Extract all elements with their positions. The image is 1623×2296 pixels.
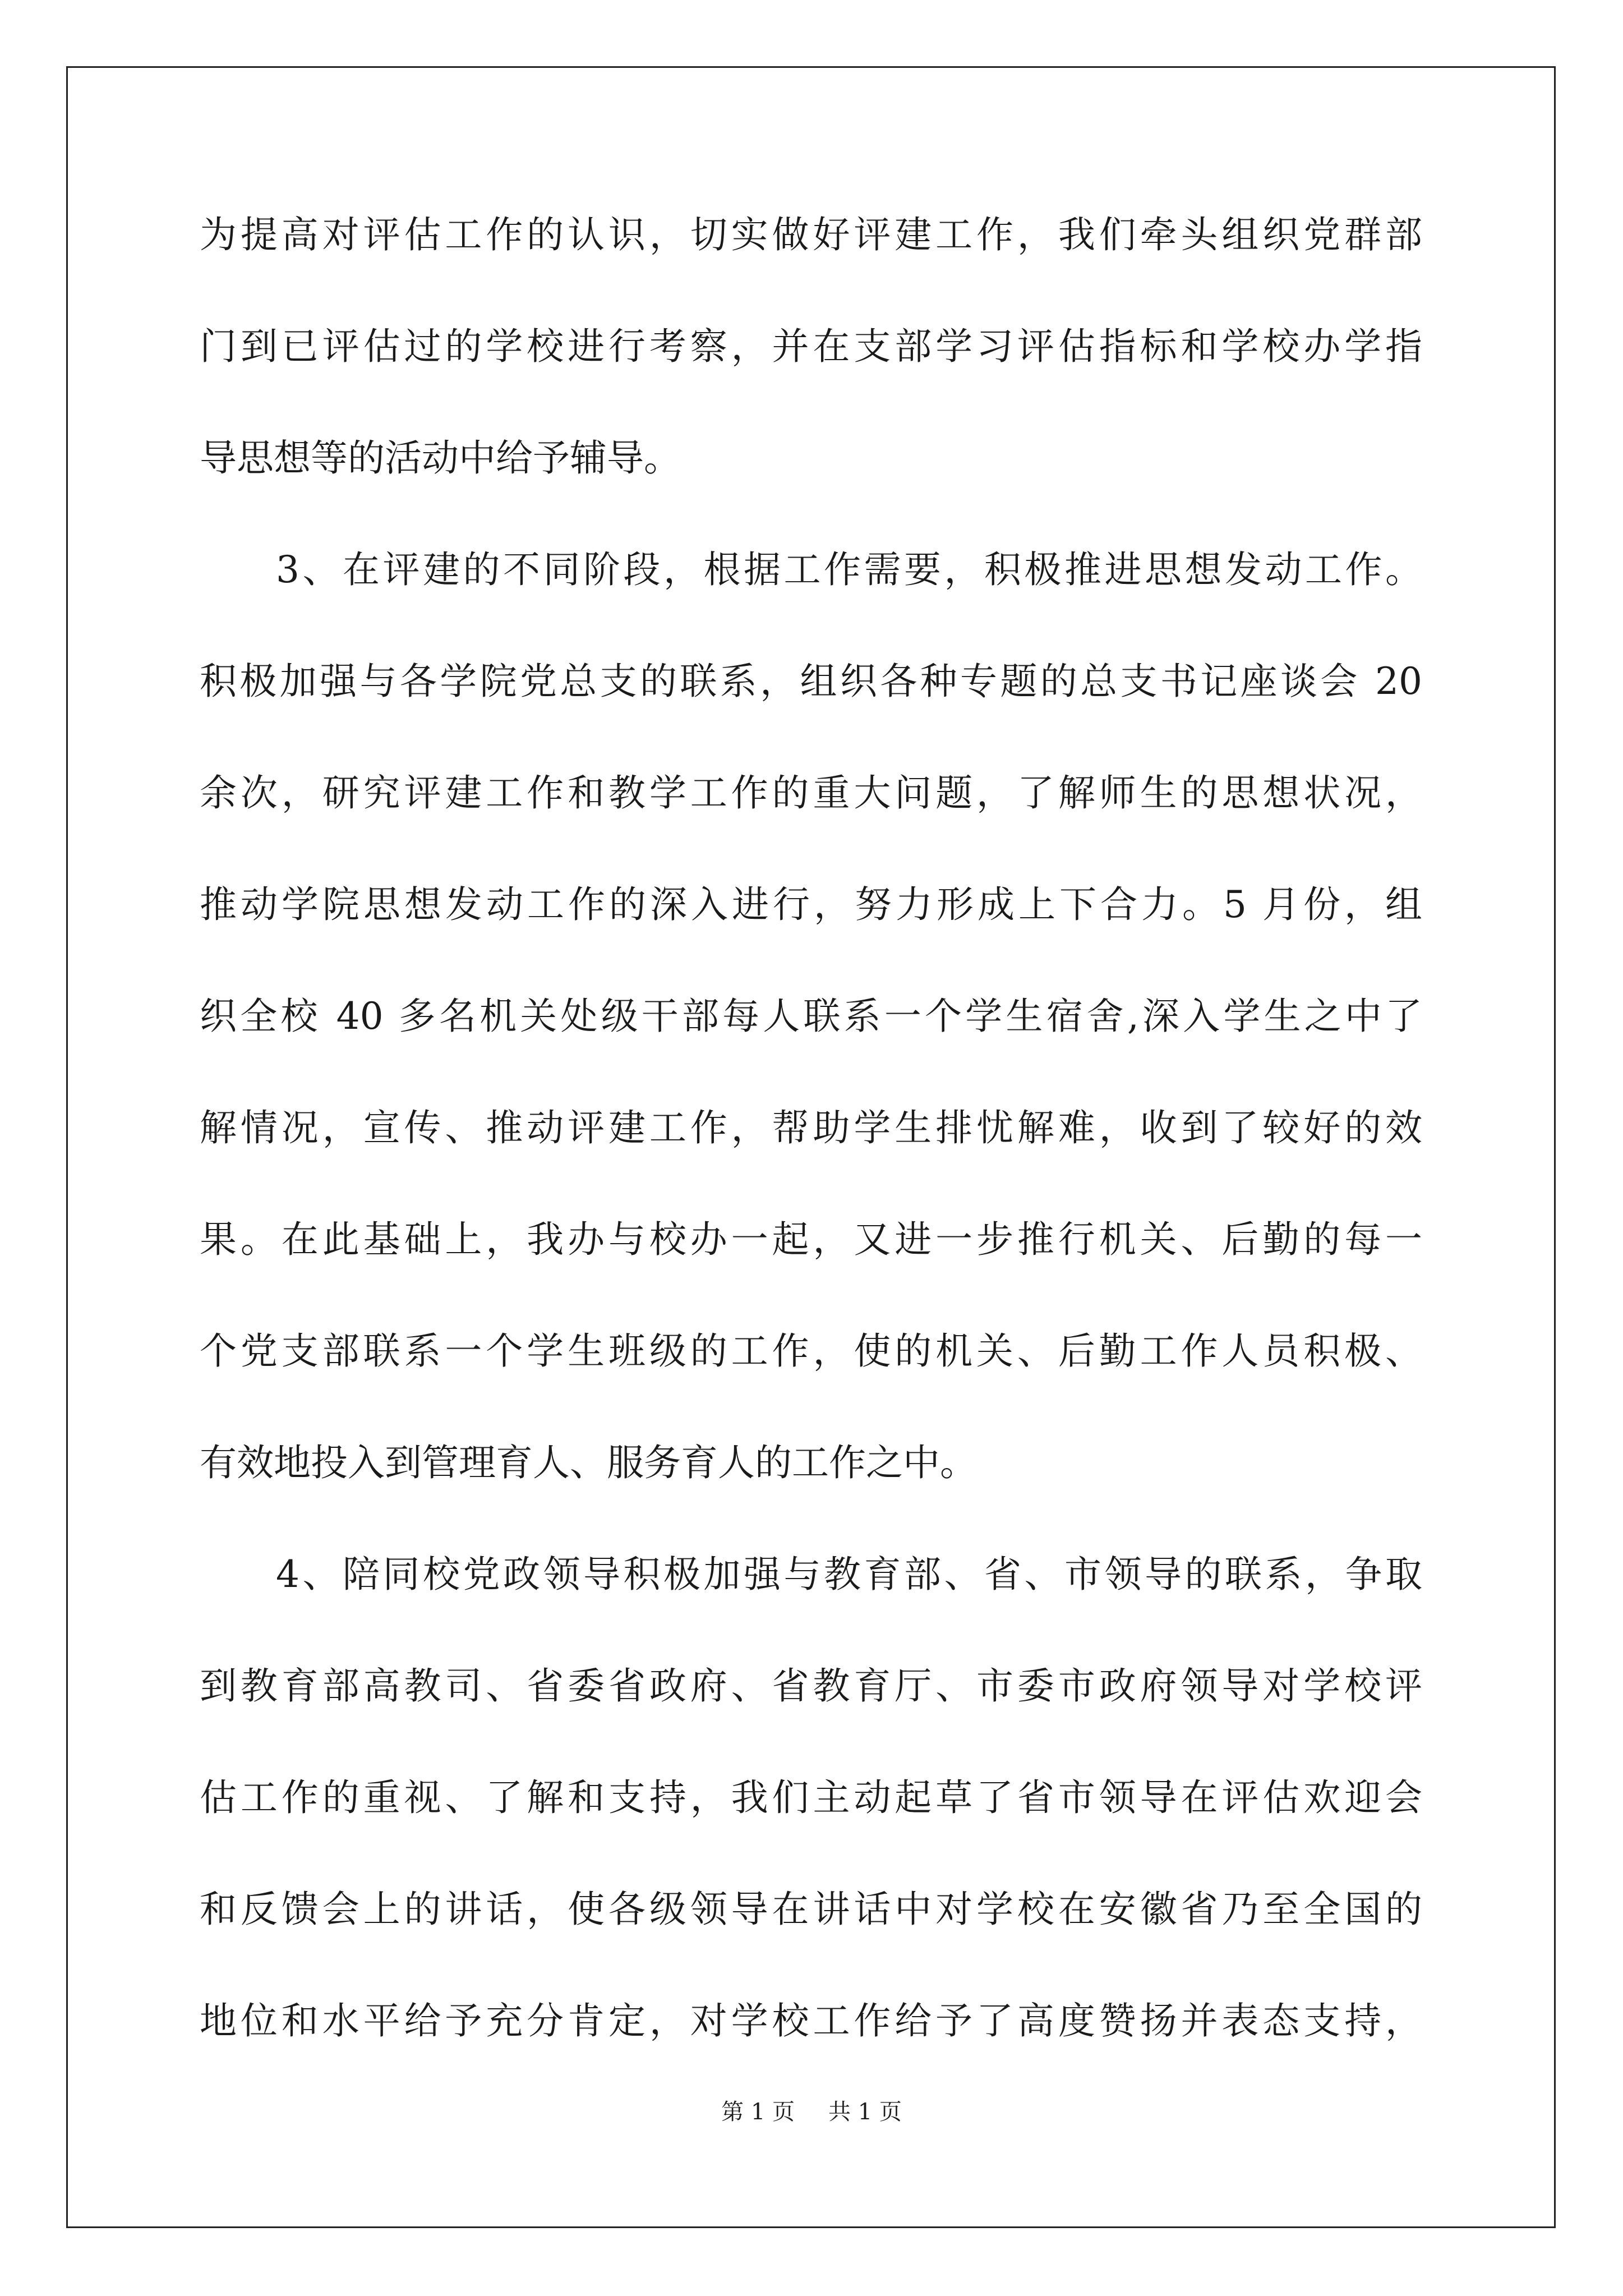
paragraph-line: 余次，研究评建工作和教学工作的重大问题，了解师生的思想状况，	[200, 771, 1422, 815]
paragraph-line: 估工作的重视、了解和支持，我们主动起草了省市领导在评估欢迎会	[200, 1776, 1422, 1819]
document-body	[200, 213, 1422, 2114]
paragraph-line: 有效地投入到管理育人、服务育人的工作之中。	[200, 1441, 977, 1484]
paragraph-line: 积极加强与各学院党总支的联系，组织各种专题的总支书记座谈会 20	[200, 660, 1422, 703]
paragraph-line: 果。在此基础上，我办与校办一起，又进一步推行机关、后勤的每一	[200, 1218, 1422, 1261]
paragraph-line: 为提高对评估工作的认识，切实做好评建工作，我们牵头组织党群部	[200, 213, 1422, 256]
paragraph-line: 导思想等的活动中给予辅导。	[200, 436, 681, 480]
page-number: 第 1 页	[721, 2099, 795, 2125]
paragraph-line: 解情况，宣传、推动评建工作，帮助学生排忧解难，收到了较好的效	[200, 1106, 1422, 1149]
paragraph-line: 4、陪同校党政领导积极加强与教育部、省、市领导的联系，争取	[276, 1553, 1422, 1596]
paragraph-line: 地位和水平给予充分肯定，对学校工作给予了高度赞扬并表态支持，	[200, 1999, 1422, 2042]
paragraph-line: 和反馈会上的讲话，使各级领导在讲话中对学校在安徽省乃至全国的	[200, 1888, 1422, 1931]
paragraph-line: 织全校 40 多名机关处级干部每人联系一个学生宿舍,深入学生之中了	[200, 995, 1422, 1038]
paragraph-line: 门到已评估过的学校进行考察，并在支部学习评估指标和学校办学指	[200, 325, 1422, 368]
paragraph-line: 到教育部高教司、省委省政府、省教育厅、市委市政府领导对学校评	[200, 1664, 1422, 1708]
paragraph-line: 3、在评建的不同阶段，根据工作需要，积极推进思想发动工作。	[276, 548, 1422, 591]
paragraph-line: 推动学院思想发动工作的深入进行，努力形成上下合力。5 月份，组	[200, 883, 1422, 926]
page-total: 共 1 页	[828, 2099, 902, 2125]
page-footer	[0, 2099, 1623, 2125]
paragraph-line: 个党支部联系一个学生班级的工作，使的机关、后勤工作人员积极、	[200, 1329, 1422, 1373]
